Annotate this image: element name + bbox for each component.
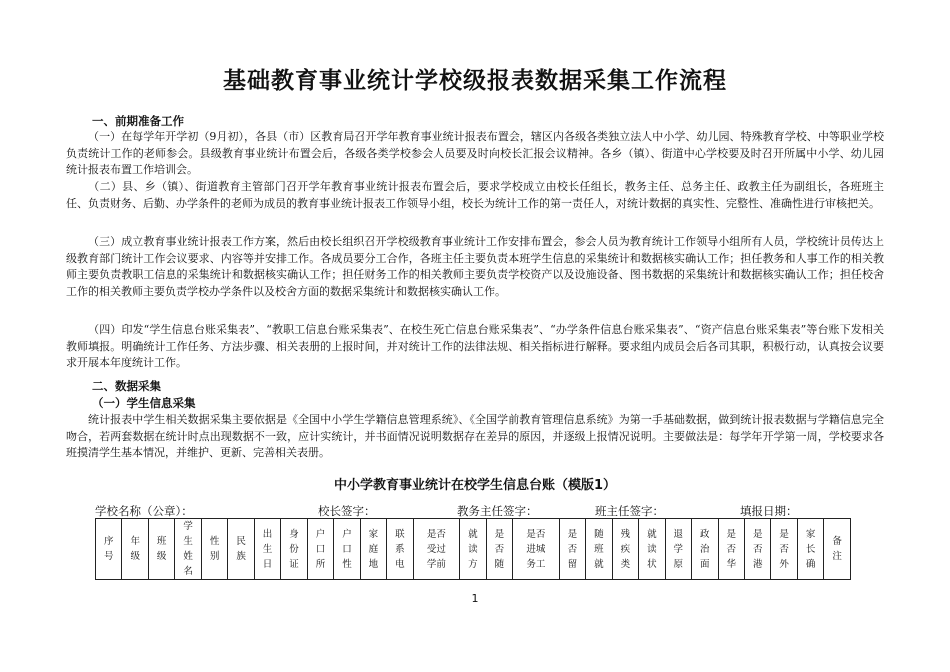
column-header: 联 系 电 <box>387 519 413 580</box>
paragraph-prep-1 <box>66 129 884 179</box>
meta-principal-signature: 校长签字： <box>318 504 376 518</box>
meta-fill-date: 填报日期： <box>740 504 798 518</box>
meta-teacher-signature: 班主任签字： <box>595 504 664 518</box>
paragraph-text: （二）县、乡（镇）、街道教育主管部门召开学年教育事业统计报表布置会后，要求学校成立由校长任组长，教务主任、总务主任、政教主任为副组长，各班班主任、负责财务、后勤、办学条件的老师为成员的教育事业统计报表工作领导小组，校长为统计工作的第一责任人，对统计数据的真实性、完整性、准确性进行审核把关。 <box>66 180 884 210</box>
column-header: 退 学 原 <box>665 519 691 580</box>
section-heading-preparation: 一、前期准备工作 <box>92 114 184 128</box>
column-header: 序 号 <box>96 519 122 580</box>
column-header: 就 读 状 <box>639 519 665 580</box>
paragraph-text: 统计报表中学生相关数据采集主要依据是《全国中小学生学籍信息管理系统》、《全国学前教育管理信息系统》为第一手基础数据，做到统计报表数据与学籍信息完全吻合，若两套数据在统计时点出现数据不一致，应计实统计，并书面情况说明数据存在差异的原因，并逐级上报情况说明。主要做法是：每学年开学第一周，学校要求各班摸清学生基本情况，并维护、更新、完善相关表册。 <box>66 413 884 460</box>
column-header: 是否 进城 务工 <box>513 519 560 580</box>
column-header: 年 级 <box>122 519 148 580</box>
column-header: 是 否 港 <box>744 519 770 580</box>
column-header: 家 长 确 <box>797 519 823 580</box>
meta-school-name: 学校名称（公章）： <box>95 504 193 518</box>
column-header: 是 否 留 <box>559 519 585 580</box>
column-header: 民 族 <box>228 519 254 580</box>
column-header: 政 治 面 <box>692 519 718 580</box>
paragraph-text: （三）成立教育事业统计报表工作方案，然后由校长组织召开学校级教育事业统计工作安排布置会，参会人员为教育统计工作领导小组所有人员，学校统计员传达上级教育部门统计工作会议要求、内容等并安排工作。各成员要分工合作，各班主任主要负责本班学生信息的采集统计和数据核实确认工作；担任教务和人事工作的相关教师主要负责教职工信息的采集统计和数据核实确认工作；担任财务工作的相关教师主要负责学校资产以及设施设备、图书数据的采集统计和数据核实确认工作；担任校舍工作的相关教师主要负责学校办学条件以及校舍方面的数据采集统计和数据核实确认工作。 <box>66 235 884 298</box>
column-header: 户 口 性 <box>334 519 360 580</box>
column-header: 班 级 <box>148 519 174 580</box>
document-title: 基础教育事业统计学校级报表数据采集工作流程 <box>223 68 727 94</box>
column-header: 性 别 <box>201 519 227 580</box>
column-header: 出 生 日 <box>254 519 280 580</box>
column-header: 备 注 <box>824 519 851 580</box>
column-header: 是 否 外 <box>771 519 797 580</box>
column-header: 残 疾 类 <box>612 519 638 580</box>
column-header: 是 否 随 <box>486 519 512 580</box>
paragraph-text: （一）在每学年开学初（9月初），各县（市）区教育局召开学年教育事业统计报表布置会，辖区内各级各类独立法人中小学、幼儿园、特殊教育学校、中等职业学校负责统计工作的老师参会。县级教育事业统计布置会后，各级各类学校参会人员要及时向校长汇报会议精神。各乡（镇）、街道中心学校要及时召开所属中小学、幼儿园统计报表布置工作培训会。 <box>66 130 884 177</box>
column-header: 户 口 所 <box>307 519 333 580</box>
student-info-ledger-table <box>95 518 851 580</box>
column-header: 就 读 方 <box>460 519 486 580</box>
paragraph-prep-3 <box>66 234 884 300</box>
section-heading-data-collection: 二、数据采集 <box>92 379 161 393</box>
paragraph-text: （四）印发“学生信息台账采集表”、“教职工信息台账采集表”、在校生死亡信息台账采集表”、“办学条件信息台账采集表”、“资产信息台账采集表”等台账下发相关教师填报。明确统计工作任务、方法步骤、相关表册的上报时间，并对统计工作的法律法规、相关指标进行解释。要求组内成员会后各司其职，积极行动，认真按会议要求开展本年度统计工作。 <box>66 323 884 370</box>
paragraph-prep-4 <box>66 322 884 372</box>
column-header: 是否 受过 学前 <box>413 519 460 580</box>
page-number: 1 <box>471 592 479 605</box>
table-title: 中小学教育事业统计在校学生信息台账（模版1） <box>333 478 617 493</box>
paragraph-student-info <box>66 412 884 462</box>
subsection-heading-student-info: （一）学生信息采集 <box>92 396 196 410</box>
column-header: 家 庭 地 <box>360 519 386 580</box>
column-header: 身 份 证 <box>281 519 307 580</box>
column-header: 随 班 就 <box>586 519 612 580</box>
column-header: 是 否 华 <box>718 519 744 580</box>
table-header-row <box>96 519 851 580</box>
meta-dean-signature: 教务主任签字： <box>457 504 538 518</box>
paragraph-prep-2 <box>66 179 884 212</box>
column-header: 学 生 姓 名 <box>175 519 201 580</box>
